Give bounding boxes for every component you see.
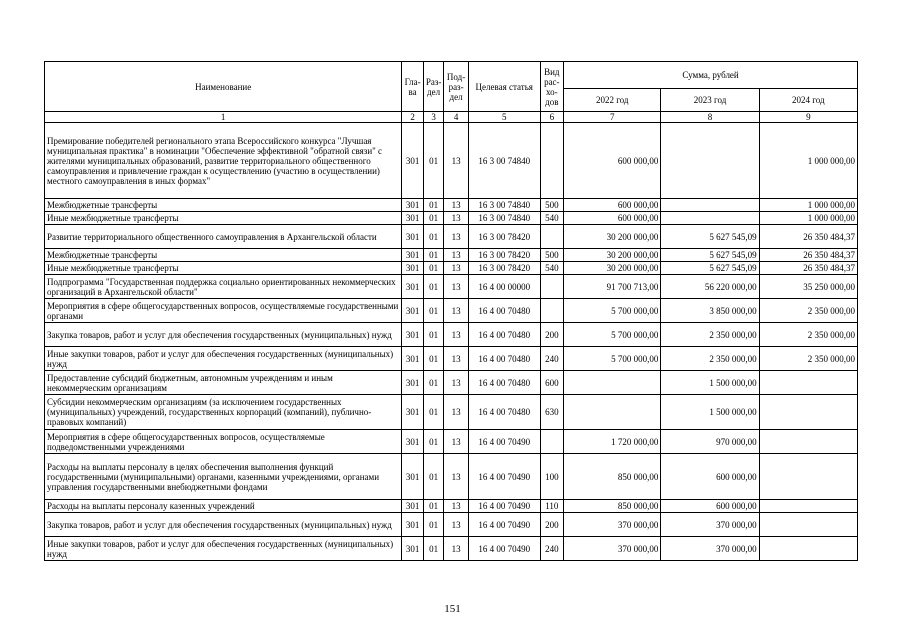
column-number: 5 [468, 112, 540, 123]
row-podrazdel: 13 [444, 199, 469, 212]
row-vid [540, 123, 564, 199]
row-name: Межбюджетные трансферты [45, 249, 402, 262]
header-glava: Гла-ва [402, 62, 424, 112]
table-row [45, 262, 858, 275]
row-sum-2024: 26 350 484,37 [759, 225, 857, 249]
row-sum-2024: 26 350 484,37 [759, 249, 857, 262]
row-sum-2022: 370 000,00 [564, 537, 661, 561]
row-sum-2024: 2 350 000,00 [759, 299, 857, 323]
row-sum-2022: 91 700 713,00 [564, 275, 661, 299]
row-sum-2023: 5 627 545,09 [661, 249, 759, 262]
table-row [45, 212, 858, 225]
row-glava: 301 [402, 513, 424, 537]
row-sum-2024: 26 350 484,37 [759, 262, 857, 275]
row-sum-2024 [759, 395, 857, 430]
row-sum-2023: 3 850 000,00 [661, 299, 759, 323]
header-target: Целевая статья [468, 62, 540, 112]
row-vid [540, 299, 564, 323]
row-vid: 600 [540, 371, 564, 395]
row-glava: 301 [402, 199, 424, 212]
column-number: 3 [423, 112, 443, 123]
row-sum-2022: 600 000,00 [564, 123, 661, 199]
row-vid [540, 275, 564, 299]
row-target: 16 4 00 70480 [468, 299, 540, 323]
row-sum-2022: 370 000,00 [564, 513, 661, 537]
row-podrazdel: 13 [444, 430, 469, 454]
table-header [45, 62, 858, 123]
row-name: Закупка товаров, работ и услуг для обеспечения государственных (муниципальных) нужд [45, 513, 402, 537]
row-sum-2024: 1 000 000,00 [759, 199, 857, 212]
column-number: 6 [540, 112, 564, 123]
header-vid: Вид рас-хо-дов [540, 62, 564, 112]
row-sum-2023: 370 000,00 [661, 513, 759, 537]
row-razdel: 01 [423, 323, 443, 347]
row-sum-2023 [661, 123, 759, 199]
row-target: 16 3 00 74840 [468, 199, 540, 212]
row-sum-2024 [759, 513, 857, 537]
row-razdel: 01 [423, 199, 443, 212]
row-razdel: 01 [423, 537, 443, 561]
row-glava: 301 [402, 395, 424, 430]
table-row [45, 347, 858, 371]
row-podrazdel: 13 [444, 537, 469, 561]
row-sum-2023: 2 350 000,00 [661, 347, 759, 371]
row-glava: 301 [402, 225, 424, 249]
row-sum-2024 [759, 430, 857, 454]
row-name: Премирование победителей регионального этапа Всероссийского конкурса "Лучшая муниципальная практика" в номинации "Обеспечение эффективной "обратной связи" с жителями муниципальных образований, развитие территориального общественного самоуправления и привлечение граждан к осуществлению (участию в осуществлении) местного самоуправления в иных формах" [45, 123, 402, 199]
row-vid: 540 [540, 262, 564, 275]
row-sum-2022: 30 200 000,00 [564, 225, 661, 249]
row-sum-2024 [759, 500, 857, 513]
row-vid: 500 [540, 199, 564, 212]
row-target: 16 3 00 74840 [468, 123, 540, 199]
row-glava: 301 [402, 537, 424, 561]
row-glava: 301 [402, 371, 424, 395]
row-sum-2023 [661, 212, 759, 225]
row-name: Подпрограмма "Государственная поддержка социально ориентированных некоммерческих организаций в Архангельской области" [45, 275, 402, 299]
row-glava: 301 [402, 275, 424, 299]
header-year-2024: 2024 год [759, 89, 857, 112]
row-name: Иные закупки товаров, работ и услуг для обеспечения государственных (муниципальных) нужд [45, 347, 402, 371]
row-razdel: 01 [423, 454, 443, 500]
row-target: 16 4 00 70490 [468, 430, 540, 454]
row-sum-2024 [759, 537, 857, 561]
row-vid: 200 [540, 513, 564, 537]
row-razdel: 01 [423, 275, 443, 299]
row-sum-2022: 850 000,00 [564, 500, 661, 513]
header-year-2022: 2022 год [564, 89, 661, 112]
row-sum-2023: 5 627 545,09 [661, 225, 759, 249]
row-sum-2024 [759, 371, 857, 395]
row-sum-2022: 5 700 000,00 [564, 323, 661, 347]
table-row [45, 430, 858, 454]
row-vid [540, 430, 564, 454]
row-podrazdel: 13 [444, 262, 469, 275]
row-podrazdel: 13 [444, 513, 469, 537]
row-sum-2024: 35 250 000,00 [759, 275, 857, 299]
table-body [45, 123, 858, 561]
row-sum-2022: 600 000,00 [564, 199, 661, 212]
row-podrazdel: 13 [444, 212, 469, 225]
row-name: Мероприятия в сфере общегосударственных вопросов, осуществляемые государственными органами [45, 299, 402, 323]
row-vid [540, 225, 564, 249]
row-sum-2023: 2 350 000,00 [661, 323, 759, 347]
table-row [45, 299, 858, 323]
row-sum-2022 [564, 395, 661, 430]
row-vid: 540 [540, 212, 564, 225]
row-name: Иные межбюджетные трансферты [45, 212, 402, 225]
row-sum-2023: 56 220 000,00 [661, 275, 759, 299]
row-glava: 301 [402, 323, 424, 347]
row-razdel: 01 [423, 123, 443, 199]
row-glava: 301 [402, 249, 424, 262]
row-glava: 301 [402, 299, 424, 323]
row-razdel: 01 [423, 513, 443, 537]
row-name: Предоставление субсидий бюджетным, автономным учреждениям и иным некоммерческим организациям [45, 371, 402, 395]
row-target: 16 4 00 70480 [468, 371, 540, 395]
row-target: 16 4 00 70480 [468, 395, 540, 430]
row-sum-2022: 30 200 000,00 [564, 262, 661, 275]
row-razdel: 01 [423, 299, 443, 323]
row-sum-2022 [564, 371, 661, 395]
row-glava: 301 [402, 500, 424, 513]
row-podrazdel: 13 [444, 454, 469, 500]
row-name: Закупка товаров, работ и услуг для обеспечения государственных (муниципальных) нужд [45, 323, 402, 347]
row-razdel: 01 [423, 500, 443, 513]
row-target: 16 4 00 70490 [468, 537, 540, 561]
header-podrazdel: Под-раз-дел [444, 62, 469, 112]
row-sum-2024: 2 350 000,00 [759, 323, 857, 347]
row-name: Межбюджетные трансферты [45, 199, 402, 212]
table-row [45, 249, 858, 262]
row-glava: 301 [402, 347, 424, 371]
row-target: 16 4 00 70490 [468, 454, 540, 500]
row-vid: 100 [540, 454, 564, 500]
row-name: Расходы на выплаты персоналу в целях обеспечения выполнения функций государственными (муниципальными) органами, казенными учреждениями, органами управления государственными внебюджетными фондами [45, 454, 402, 500]
row-sum-2022: 1 720 000,00 [564, 430, 661, 454]
row-podrazdel: 13 [444, 323, 469, 347]
column-number: 2 [402, 112, 424, 123]
table-row [45, 395, 858, 430]
row-vid: 240 [540, 537, 564, 561]
row-razdel: 01 [423, 347, 443, 371]
row-glava: 301 [402, 262, 424, 275]
row-podrazdel: 13 [444, 395, 469, 430]
row-razdel: 01 [423, 249, 443, 262]
column-number: 1 [45, 112, 402, 123]
column-number-row [45, 112, 858, 123]
row-razdel: 01 [423, 212, 443, 225]
row-sum-2023: 1 500 000,00 [661, 371, 759, 395]
row-target: 16 4 00 70490 [468, 500, 540, 513]
column-number: 4 [444, 112, 469, 123]
row-sum-2023: 1 500 000,00 [661, 395, 759, 430]
row-name: Иные межбюджетные трансферты [45, 262, 402, 275]
row-sum-2022: 850 000,00 [564, 454, 661, 500]
row-podrazdel: 13 [444, 275, 469, 299]
row-target: 16 3 00 78420 [468, 249, 540, 262]
page-number: 151 [444, 603, 461, 615]
row-sum-2022: 600 000,00 [564, 212, 661, 225]
table-row [45, 123, 858, 199]
table-row [45, 323, 858, 347]
row-sum-2022: 5 700 000,00 [564, 299, 661, 323]
table-row [45, 500, 858, 513]
row-sum-2023: 600 000,00 [661, 454, 759, 500]
row-glava: 301 [402, 430, 424, 454]
table-row [45, 513, 858, 537]
row-podrazdel: 13 [444, 123, 469, 199]
row-vid: 200 [540, 323, 564, 347]
row-target: 16 3 00 78420 [468, 225, 540, 249]
row-name: Субсидии некоммерческим организациям (за исключением государственных (муниципальных) учреждений, государственных корпораций (компаний), публично-правовых компаний) [45, 395, 402, 430]
header-razdel: Раз-дел [423, 62, 443, 112]
row-vid: 630 [540, 395, 564, 430]
budget-table [44, 61, 858, 561]
header-name: Наименование [45, 62, 402, 112]
row-glava: 301 [402, 454, 424, 500]
table-row [45, 275, 858, 299]
row-vid: 500 [540, 249, 564, 262]
row-podrazdel: 13 [444, 500, 469, 513]
row-target: 16 4 00 70480 [468, 323, 540, 347]
row-sum-2024: 2 350 000,00 [759, 347, 857, 371]
row-sum-2024: 1 000 000,00 [759, 123, 857, 199]
row-name: Мероприятия в сфере общегосударственных вопросов, осуществляемые подведомственными учреждениями [45, 430, 402, 454]
row-sum-2022: 5 700 000,00 [564, 347, 661, 371]
row-target: 16 3 00 74840 [468, 212, 540, 225]
row-target: 16 3 00 78420 [468, 262, 540, 275]
row-razdel: 01 [423, 371, 443, 395]
row-target: 16 4 00 70480 [468, 347, 540, 371]
row-sum-2023 [661, 199, 759, 212]
row-sum-2023: 600 000,00 [661, 500, 759, 513]
table-row [45, 537, 858, 561]
header-year-2023: 2023 год [661, 89, 759, 112]
row-razdel: 01 [423, 430, 443, 454]
table-row [45, 225, 858, 249]
row-podrazdel: 13 [444, 347, 469, 371]
row-sum-2023: 5 627 545,09 [661, 262, 759, 275]
row-podrazdel: 13 [444, 249, 469, 262]
row-sum-2022: 30 200 000,00 [564, 249, 661, 262]
row-sum-2024: 1 000 000,00 [759, 212, 857, 225]
row-sum-2023: 970 000,00 [661, 430, 759, 454]
row-glava: 301 [402, 123, 424, 199]
row-glava: 301 [402, 212, 424, 225]
column-number: 9 [759, 112, 857, 123]
column-number: 8 [661, 112, 759, 123]
row-vid: 110 [540, 500, 564, 513]
row-sum-2024 [759, 454, 857, 500]
row-podrazdel: 13 [444, 371, 469, 395]
table-row [45, 371, 858, 395]
row-podrazdel: 13 [444, 225, 469, 249]
row-name: Расходы на выплаты персоналу казенных учреждений [45, 500, 402, 513]
row-sum-2023: 370 000,00 [661, 537, 759, 561]
column-number: 7 [564, 112, 661, 123]
row-target: 16 4 00 00000 [468, 275, 540, 299]
row-podrazdel: 13 [444, 299, 469, 323]
header-sum: Сумма, рублей [564, 62, 858, 89]
row-razdel: 01 [423, 395, 443, 430]
row-razdel: 01 [423, 262, 443, 275]
row-target: 16 4 00 70490 [468, 513, 540, 537]
table-row [45, 199, 858, 212]
row-razdel: 01 [423, 225, 443, 249]
table-row [45, 454, 858, 500]
row-name: Развитие территориального общественного самоуправления в Архангельской области [45, 225, 402, 249]
row-name: Иные закупки товаров, работ и услуг для обеспечения государственных (муниципальных) нужд [45, 537, 402, 561]
row-vid: 240 [540, 347, 564, 371]
